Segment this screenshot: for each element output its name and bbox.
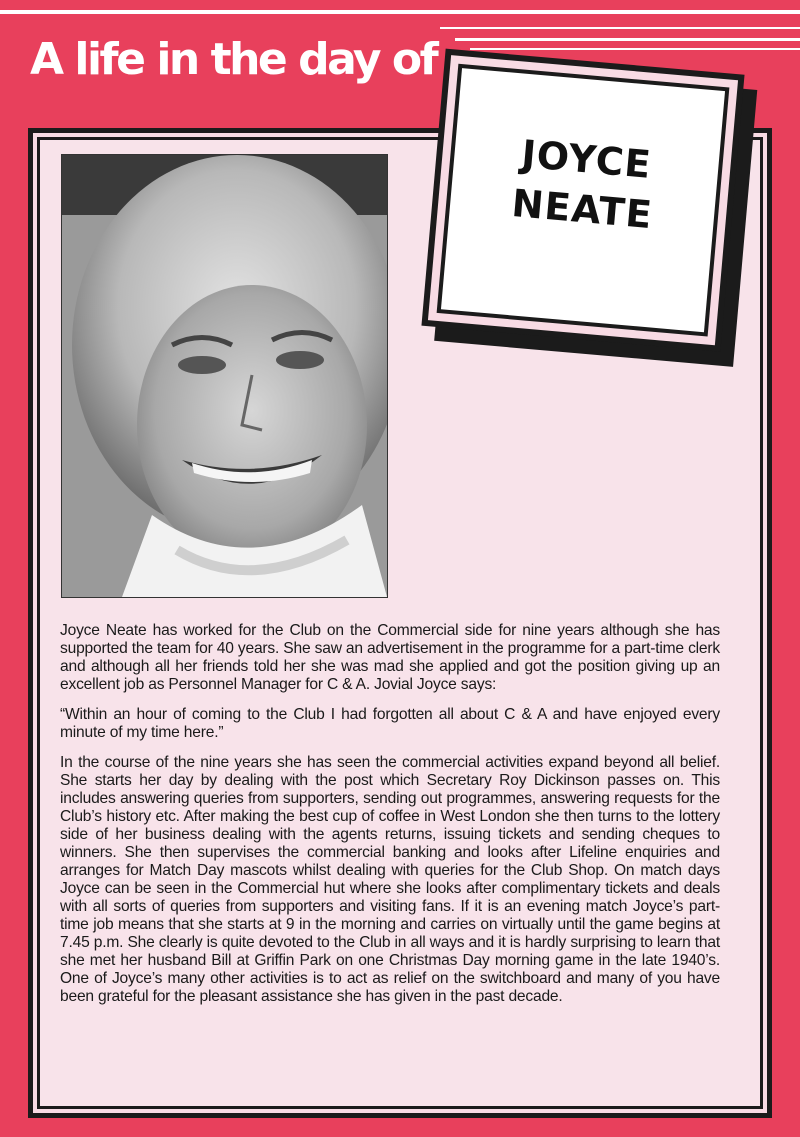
last-name: NEATE	[510, 181, 655, 238]
header-stripe	[440, 27, 800, 29]
portrait-photo	[61, 154, 388, 598]
header-stripe	[470, 48, 800, 50]
article-paragraph: In the course of the nine years she has seen the commercial activities expand beyond all belief. She starts her day by dealing with the post which Secretary Roy Dickinson passes on. This includes answering queries from supporters, sending out programmes, answering requests for the Club’s history etc. After making the best cup of coffee in West London she then turns to the lottery side of her business dealing with the agents returns, issuing tickets and sending cheques to winners. She then supervises the commercial banking and looks after Lifeline enquiries and arranges for Match Day mascots whilst dealing with queries for the Club Shop. On match days Joyce can be seen in the Commercial hut where she looks after complimentary tickets and deals with all sorts of queries from supporters and visiting fans. If it is an evening match Joyce’s part-time job means that she starts at 9 in the morning and carries on virtually until the game begins at 7.45 p.m. She clearly is quite devoted to the Club in all ways and it is hardly surprising to learn that she met her husband Bill at Griffin Park on one Christmas Day morning game in the late 1940’s. One of Joyce’s many other activities is to act as relief on the switchboard and many of you have been grateful for the pleasant assistance she has given in the past decade.	[60, 754, 720, 1005]
header-stripe	[455, 38, 800, 41]
first-name: JOYCE	[519, 131, 654, 187]
article-paragraph: Joyce Neate has worked for the Club on the Commercial side for nine years although she has supported the team for 40 years. She saw an advertisement in the programme for a part-time clerk and although all her friends told her she was mad she applied and got the position giving up an excellent job as Personnel Manager for C & A. Jovial Joyce says:	[60, 622, 720, 693]
article-body	[60, 622, 720, 1018]
portrait-illustration	[62, 155, 387, 597]
header-stripe	[0, 10, 800, 14]
page-title: A life in the day of	[30, 34, 437, 85]
name-card	[420, 49, 765, 376]
article-quote: “Within an hour of coming to the Club I had forgotten all about C & A and have enjoyed every minute of my time here.”	[60, 706, 720, 741]
